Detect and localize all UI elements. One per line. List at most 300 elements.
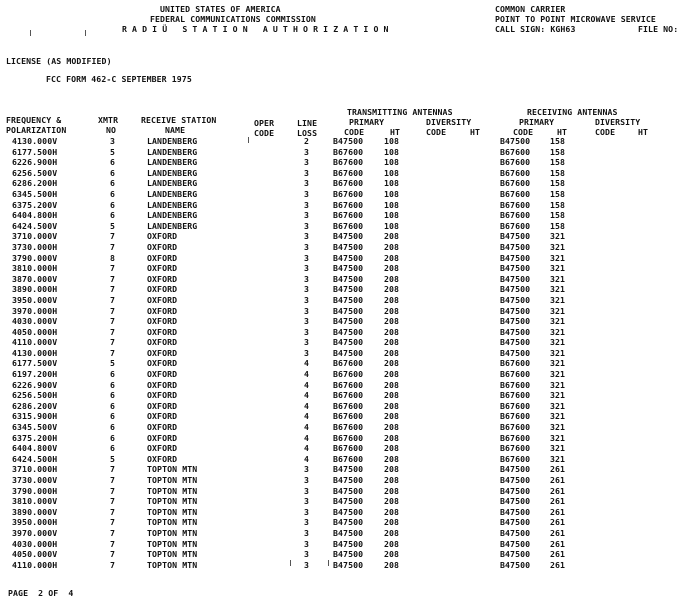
rx-primary-ht-cell: 158 bbox=[550, 188, 566, 199]
table-row bbox=[0, 157, 695, 168]
receive-station-cell: OXFORD bbox=[147, 305, 178, 316]
table-row bbox=[0, 221, 695, 232]
table-row bbox=[0, 358, 695, 369]
frequency-cell: 6375.200H bbox=[12, 432, 58, 443]
table-row bbox=[0, 539, 695, 550]
print-mark bbox=[85, 30, 86, 36]
line-loss-cell: 4 bbox=[304, 379, 310, 390]
rx-primary-code-cell: B67600 bbox=[500, 400, 531, 411]
frequency-cell: 3710.000V bbox=[12, 231, 58, 242]
line-loss-cell: 3 bbox=[304, 538, 310, 549]
line-loss-cell: 4 bbox=[304, 453, 310, 464]
receive-station-cell: TOPTON MTN bbox=[147, 485, 198, 496]
rx-primary-code-cell: B47500 bbox=[500, 527, 531, 538]
xmtr-no-cell: 5 bbox=[110, 453, 116, 464]
tx-primary-ht-cell: 208 bbox=[384, 538, 400, 549]
xmtr-no-cell: 7 bbox=[110, 496, 116, 507]
receive-station-cell: TOPTON MTN bbox=[147, 475, 198, 485]
col-header-rx-code: CODE bbox=[513, 127, 534, 137]
rx-primary-code-cell: B47500 bbox=[500, 273, 531, 284]
tx-primary-code-cell: B47500 bbox=[333, 347, 364, 358]
frequency-cell: 6345.500H bbox=[12, 188, 58, 199]
rx-primary-ht-cell: 321 bbox=[550, 422, 566, 433]
rx-primary-ht-cell: 321 bbox=[550, 252, 566, 263]
rx-primary-ht-cell: 158 bbox=[550, 146, 566, 157]
xmtr-no-cell: 5 bbox=[110, 220, 116, 231]
receive-station-cell: LANDENBERG bbox=[147, 146, 198, 157]
rx-primary-ht-cell: 321 bbox=[550, 369, 566, 380]
tx-primary-ht-cell: 208 bbox=[384, 400, 400, 411]
tx-primary-ht-cell: 208 bbox=[384, 379, 400, 390]
receive-station-cell: OXFORD bbox=[147, 263, 178, 274]
frequency-cell: 6256.500V bbox=[12, 167, 58, 178]
frequency-cell: 4110.000V bbox=[12, 337, 58, 348]
tx-primary-code-cell: B47500 bbox=[333, 284, 364, 295]
tx-primary-code-cell: B67600 bbox=[333, 220, 364, 231]
table-row bbox=[0, 507, 695, 518]
tx-primary-code-cell: B67600 bbox=[333, 358, 364, 369]
xmtr-no-cell: 6 bbox=[110, 390, 116, 401]
table-row bbox=[0, 454, 695, 465]
receive-station-cell: TOPTON MTN bbox=[147, 549, 198, 560]
frequency-cell: 6404.800V bbox=[12, 443, 58, 454]
line-loss-cell: 3 bbox=[304, 527, 310, 538]
rx-primary-ht-cell: 321 bbox=[550, 316, 566, 327]
tx-primary-code-cell: B67600 bbox=[333, 210, 364, 221]
frequency-cell: 6286.200V bbox=[12, 400, 58, 411]
header-service-type: COMMON CARRIER bbox=[495, 4, 566, 14]
rx-primary-ht-cell: 158 bbox=[550, 167, 566, 178]
rx-primary-ht-cell: 158 bbox=[550, 178, 566, 189]
frequency-cell: 6424.500V bbox=[12, 220, 58, 231]
receive-station-cell: OXFORD bbox=[147, 273, 178, 284]
tx-primary-code-cell: B67600 bbox=[333, 443, 364, 454]
line-loss-cell: 3 bbox=[304, 273, 310, 284]
rx-primary-ht-cell: 321 bbox=[550, 400, 566, 411]
receive-station-cell: LANDENBERG bbox=[147, 188, 198, 199]
frequency-cell: 3890.000V bbox=[12, 506, 58, 517]
tx-primary-ht-cell: 108 bbox=[384, 188, 400, 199]
frequency-cell: 3970.000V bbox=[12, 527, 58, 538]
line-loss-cell: 3 bbox=[304, 316, 310, 327]
line-loss-cell: 3 bbox=[304, 294, 310, 305]
line-loss-cell: 4 bbox=[304, 358, 310, 369]
rx-primary-code-cell: B67600 bbox=[500, 146, 531, 157]
receive-station-cell: TOPTON MTN bbox=[147, 506, 198, 517]
xmtr-no-cell: 7 bbox=[110, 559, 116, 570]
line-loss-cell: 3 bbox=[304, 146, 310, 157]
rx-primary-ht-cell: 321 bbox=[550, 294, 566, 305]
frequency-cell: 4110.000H bbox=[12, 559, 58, 570]
tx-primary-ht-cell: 108 bbox=[384, 146, 400, 157]
tx-primary-code-cell: B67600 bbox=[333, 411, 364, 422]
tx-primary-ht-cell: 208 bbox=[384, 464, 400, 475]
table-row bbox=[0, 464, 695, 475]
tx-primary-ht-cell: 208 bbox=[384, 443, 400, 454]
rx-primary-code-cell: B67600 bbox=[500, 422, 531, 433]
tx-primary-ht-cell: 208 bbox=[384, 263, 400, 274]
xmtr-no-cell: 7 bbox=[110, 549, 116, 560]
table-row bbox=[0, 549, 695, 560]
frequency-cell: 6256.500H bbox=[12, 390, 58, 401]
tx-primary-ht-cell: 108 bbox=[384, 157, 400, 168]
tx-primary-code-cell: B47500 bbox=[333, 326, 364, 337]
rx-primary-ht-cell: 158 bbox=[550, 210, 566, 221]
rx-primary-code-cell: B47500 bbox=[500, 549, 531, 560]
frequency-cell: 4130.000V bbox=[12, 136, 58, 146]
rx-primary-ht-cell: 321 bbox=[550, 241, 566, 252]
line-loss-cell: 3 bbox=[304, 178, 310, 189]
receive-station-cell: TOPTON MTN bbox=[147, 464, 198, 475]
tx-primary-code-cell: B67600 bbox=[333, 369, 364, 380]
frequency-cell: 3810.000V bbox=[12, 496, 58, 507]
receive-station-cell: OXFORD bbox=[147, 453, 178, 464]
rx-primary-code-cell: B67600 bbox=[500, 379, 531, 390]
rx-primary-code-cell: B67600 bbox=[500, 432, 531, 443]
line-loss-cell: 4 bbox=[304, 432, 310, 443]
frequency-cell: 3790.000H bbox=[12, 485, 58, 496]
frequency-cell: 6197.200H bbox=[12, 369, 58, 380]
frequency-cell: 4130.000H bbox=[12, 347, 58, 358]
rx-primary-ht-cell: 321 bbox=[550, 443, 566, 454]
frequency-cell: 4030.000H bbox=[12, 538, 58, 549]
tx-primary-ht-cell: 108 bbox=[384, 136, 400, 146]
xmtr-no-cell: 7 bbox=[110, 475, 116, 485]
receive-station-cell: OXFORD bbox=[147, 358, 178, 369]
tx-primary-ht-cell: 208 bbox=[384, 294, 400, 305]
receive-station-cell: OXFORD bbox=[147, 294, 178, 305]
rx-primary-ht-cell: 261 bbox=[550, 506, 566, 517]
xmtr-no-cell: 6 bbox=[110, 379, 116, 390]
receive-station-cell: TOPTON MTN bbox=[147, 538, 198, 549]
line-loss-cell: 4 bbox=[304, 422, 310, 433]
tx-primary-code-cell: B47500 bbox=[333, 517, 364, 528]
rx-primary-code-cell: B47500 bbox=[500, 136, 531, 146]
tx-primary-ht-cell: 208 bbox=[384, 506, 400, 517]
rx-primary-ht-cell: 261 bbox=[550, 527, 566, 538]
tx-primary-ht-cell: 208 bbox=[384, 496, 400, 507]
xmtr-no-cell: 7 bbox=[110, 326, 116, 337]
frequency-cell: 3710.000H bbox=[12, 464, 58, 475]
rx-primary-code-cell: B47500 bbox=[500, 347, 531, 358]
table-row bbox=[0, 147, 695, 158]
table-row bbox=[0, 189, 695, 200]
col-header-line-loss: LOSS bbox=[297, 128, 318, 138]
table-row bbox=[0, 348, 695, 359]
tx-primary-code-cell: B67600 bbox=[333, 400, 364, 411]
tx-primary-code-cell: B47500 bbox=[333, 231, 364, 242]
table-row bbox=[0, 200, 695, 211]
table-row bbox=[0, 369, 695, 380]
receive-station-cell: LANDENBERG bbox=[147, 199, 198, 210]
line-loss-cell: 3 bbox=[304, 220, 310, 231]
tx-primary-code-cell: B47500 bbox=[333, 337, 364, 348]
line-loss-cell: 3 bbox=[304, 475, 310, 485]
tx-primary-code-cell: B67600 bbox=[333, 422, 364, 433]
xmtr-no-cell: 5 bbox=[110, 146, 116, 157]
table-row bbox=[0, 390, 695, 401]
frequency-cell: 3730.000H bbox=[12, 241, 58, 252]
rx-primary-code-cell: B67600 bbox=[500, 453, 531, 464]
rx-primary-code-cell: B67600 bbox=[500, 178, 531, 189]
rx-primary-ht-cell: 321 bbox=[550, 305, 566, 316]
col-header-rx-diversity: DIVERSITY bbox=[595, 117, 641, 127]
rx-primary-code-cell: B47500 bbox=[500, 475, 531, 485]
receive-station-cell: LANDENBERG bbox=[147, 178, 198, 189]
col-header-receive-station: RECEIVE STATION bbox=[141, 115, 217, 125]
table-row bbox=[0, 475, 695, 486]
frequency-cell: 6226.900H bbox=[12, 157, 58, 168]
line-loss-cell: 4 bbox=[304, 400, 310, 411]
tx-primary-ht-cell: 208 bbox=[384, 411, 400, 422]
col-header-tx-diversity: DIVERSITY bbox=[426, 117, 472, 127]
table-row bbox=[0, 496, 695, 507]
table-row bbox=[0, 486, 695, 497]
frequency-cell: 6424.500H bbox=[12, 453, 58, 464]
rx-primary-code-cell: B47500 bbox=[500, 506, 531, 517]
table-row bbox=[0, 263, 695, 274]
frequency-cell: 3870.000V bbox=[12, 273, 58, 284]
frequency-cell: 3790.000V bbox=[12, 252, 58, 263]
xmtr-no-cell: 7 bbox=[110, 337, 116, 348]
col-header-line: LINE bbox=[297, 118, 318, 128]
rx-primary-code-cell: B67600 bbox=[500, 390, 531, 401]
rx-primary-code-cell: B47500 bbox=[500, 337, 531, 348]
tx-primary-code-cell: B67600 bbox=[333, 167, 364, 178]
line-loss-cell: 2 bbox=[304, 136, 310, 146]
rx-primary-ht-cell: 321 bbox=[550, 337, 566, 348]
xmtr-no-cell: 6 bbox=[110, 400, 116, 411]
rx-primary-code-cell: B47500 bbox=[500, 252, 531, 263]
page-number: PAGE 2 OF 4 bbox=[8, 588, 74, 598]
line-loss-cell: 3 bbox=[304, 263, 310, 274]
header-agency-line1: UNITED STATES OF AMERICA bbox=[160, 4, 281, 14]
tx-primary-code-cell: B67600 bbox=[333, 157, 364, 168]
rx-primary-code-cell: B67600 bbox=[500, 369, 531, 380]
col-header-rx-ht: HT bbox=[557, 127, 568, 137]
xmtr-no-cell: 7 bbox=[110, 506, 116, 517]
rx-primary-ht-cell: 321 bbox=[550, 284, 566, 295]
receive-station-cell: OXFORD bbox=[147, 316, 178, 327]
receive-station-cell: OXFORD bbox=[147, 390, 178, 401]
xmtr-no-cell: 3 bbox=[110, 136, 116, 146]
table-row bbox=[0, 284, 695, 295]
xmtr-no-cell: 7 bbox=[110, 347, 116, 358]
tx-primary-code-cell: B47500 bbox=[333, 241, 364, 252]
rx-primary-code-cell: B47500 bbox=[500, 294, 531, 305]
tx-primary-code-cell: B67600 bbox=[333, 379, 364, 390]
rx-primary-ht-cell: 261 bbox=[550, 475, 566, 485]
line-loss-cell: 3 bbox=[304, 284, 310, 295]
header-call-sign: CALL SIGN: KGH63 bbox=[495, 24, 576, 34]
rx-primary-ht-cell: 158 bbox=[550, 220, 566, 231]
tx-primary-ht-cell: 208 bbox=[384, 559, 400, 570]
line-loss-cell: 4 bbox=[304, 390, 310, 401]
receive-station-cell: OXFORD bbox=[147, 231, 178, 242]
tx-primary-code-cell: B47500 bbox=[333, 294, 364, 305]
rx-primary-ht-cell: 321 bbox=[550, 379, 566, 390]
receive-station-cell: OXFORD bbox=[147, 400, 178, 411]
rx-primary-code-cell: B67600 bbox=[500, 167, 531, 178]
xmtr-no-cell: 7 bbox=[110, 231, 116, 242]
rx-primary-ht-cell: 261 bbox=[550, 549, 566, 560]
table-row bbox=[0, 242, 695, 253]
header-agency-line2: FEDERAL COMMUNICATIONS COMMISSION bbox=[150, 14, 316, 24]
frequency-cell: 6315.900H bbox=[12, 411, 58, 422]
table-row bbox=[0, 316, 695, 327]
receive-station-cell: TOPTON MTN bbox=[147, 517, 198, 528]
tx-primary-ht-cell: 108 bbox=[384, 199, 400, 210]
rx-primary-code-cell: B47500 bbox=[500, 496, 531, 507]
line-loss-cell: 4 bbox=[304, 443, 310, 454]
receive-station-cell: OXFORD bbox=[147, 241, 178, 252]
table-row bbox=[0, 306, 695, 317]
col-header-receiving-antennas: RECEIVING ANTENNAS bbox=[527, 107, 618, 117]
line-loss-cell: 3 bbox=[304, 326, 310, 337]
tx-primary-code-cell: B47500 bbox=[333, 263, 364, 274]
tx-primary-ht-cell: 108 bbox=[384, 220, 400, 231]
receive-station-cell: TOPTON MTN bbox=[147, 496, 198, 507]
rx-primary-code-cell: B47500 bbox=[500, 464, 531, 475]
tx-primary-ht-cell: 208 bbox=[384, 358, 400, 369]
line-loss-cell: 3 bbox=[304, 517, 310, 528]
tx-primary-code-cell: B47500 bbox=[333, 559, 364, 570]
tx-primary-code-cell: B67600 bbox=[333, 146, 364, 157]
col-header-oper-code: CODE bbox=[254, 128, 275, 138]
line-loss-cell: 3 bbox=[304, 199, 310, 210]
tx-primary-ht-cell: 208 bbox=[384, 305, 400, 316]
col-header-oper: OPER bbox=[254, 118, 275, 128]
tx-primary-ht-cell: 208 bbox=[384, 527, 400, 538]
line-loss-cell: 3 bbox=[304, 464, 310, 475]
tx-primary-code-cell: B47500 bbox=[333, 475, 364, 485]
line-loss-cell: 3 bbox=[304, 210, 310, 221]
xmtr-no-cell: 6 bbox=[110, 188, 116, 199]
rx-primary-code-cell: B47500 bbox=[500, 241, 531, 252]
xmtr-no-cell: 6 bbox=[110, 411, 116, 422]
xmtr-no-cell: 6 bbox=[110, 369, 116, 380]
table-row bbox=[0, 411, 695, 422]
xmtr-no-cell: 7 bbox=[110, 263, 116, 274]
header-document-title: R A D I Ü S T A T I O N A U T H O R I Z A T I O N bbox=[122, 24, 389, 34]
frequency-cell: 6177.500V bbox=[12, 358, 58, 369]
table-row bbox=[0, 210, 695, 221]
tx-primary-ht-cell: 208 bbox=[384, 231, 400, 242]
tx-primary-code-cell: B47500 bbox=[333, 316, 364, 327]
rx-primary-ht-cell: 321 bbox=[550, 347, 566, 358]
frequency-cell: 3970.000H bbox=[12, 305, 58, 316]
tx-primary-ht-cell: 108 bbox=[384, 178, 400, 189]
table-row bbox=[0, 422, 695, 433]
print-mark bbox=[290, 560, 291, 566]
authorization-table-body bbox=[0, 136, 695, 570]
tx-primary-ht-cell: 208 bbox=[384, 432, 400, 443]
rx-primary-ht-cell: 321 bbox=[550, 273, 566, 284]
rx-primary-code-cell: B67600 bbox=[500, 188, 531, 199]
tx-primary-ht-cell: 208 bbox=[384, 475, 400, 485]
rx-primary-ht-cell: 321 bbox=[550, 390, 566, 401]
rx-primary-ht-cell: 261 bbox=[550, 517, 566, 528]
xmtr-no-cell: 7 bbox=[110, 241, 116, 252]
tx-primary-ht-cell: 208 bbox=[384, 337, 400, 348]
table-row bbox=[0, 401, 695, 412]
xmtr-no-cell: 7 bbox=[110, 305, 116, 316]
frequency-cell: 6345.500V bbox=[12, 422, 58, 433]
rx-primary-code-cell: B47500 bbox=[500, 316, 531, 327]
tx-primary-ht-cell: 208 bbox=[384, 517, 400, 528]
rx-primary-code-cell: B67600 bbox=[500, 157, 531, 168]
tx-primary-code-cell: B47500 bbox=[333, 496, 364, 507]
line-loss-cell: 4 bbox=[304, 369, 310, 380]
col-header-tx-div-ht: HT bbox=[470, 127, 481, 137]
rx-primary-code-cell: B67600 bbox=[500, 443, 531, 454]
frequency-cell: 3890.000H bbox=[12, 284, 58, 295]
rx-primary-ht-cell: 158 bbox=[550, 157, 566, 168]
tx-primary-code-cell: B67600 bbox=[333, 199, 364, 210]
line-loss-cell: 3 bbox=[304, 506, 310, 517]
rx-primary-code-cell: B47500 bbox=[500, 326, 531, 337]
tx-primary-code-cell: B47500 bbox=[333, 273, 364, 284]
tx-primary-code-cell: B47500 bbox=[333, 485, 364, 496]
rx-primary-ht-cell: 321 bbox=[550, 453, 566, 464]
col-header-xmtr-no: NO bbox=[106, 125, 117, 135]
col-header-tx-code: CODE bbox=[344, 127, 365, 137]
receive-station-cell: OXFORD bbox=[147, 284, 178, 295]
tx-primary-ht-cell: 208 bbox=[384, 422, 400, 433]
xmtr-no-cell: 7 bbox=[110, 294, 116, 305]
rx-primary-code-cell: B67600 bbox=[500, 210, 531, 221]
rx-primary-code-cell: B47500 bbox=[500, 559, 531, 570]
receive-station-cell: OXFORD bbox=[147, 432, 178, 443]
receive-station-cell: OXFORD bbox=[147, 252, 178, 263]
rx-primary-code-cell: B47500 bbox=[500, 231, 531, 242]
frequency-cell: 6375.200V bbox=[12, 199, 58, 210]
rx-primary-ht-cell: 261 bbox=[550, 559, 566, 570]
rx-primary-code-cell: B67600 bbox=[500, 220, 531, 231]
xmtr-no-cell: 6 bbox=[110, 178, 116, 189]
receive-station-cell: LANDENBERG bbox=[147, 136, 198, 146]
frequency-cell: 4050.000V bbox=[12, 549, 58, 560]
line-loss-cell: 3 bbox=[304, 157, 310, 168]
line-loss-cell: 3 bbox=[304, 188, 310, 199]
tx-primary-code-cell: B47500 bbox=[333, 506, 364, 517]
receive-station-cell: OXFORD bbox=[147, 326, 178, 337]
table-row bbox=[0, 168, 695, 179]
xmtr-no-cell: 7 bbox=[110, 284, 116, 295]
frequency-cell: 6286.200H bbox=[12, 178, 58, 189]
xmtr-no-cell: 6 bbox=[110, 167, 116, 178]
rx-primary-code-cell: B67600 bbox=[500, 411, 531, 422]
form-label: FCC FORM 462-C SEPTEMBER 1975 bbox=[46, 74, 192, 84]
tx-primary-code-cell: B47500 bbox=[333, 305, 364, 316]
rx-primary-ht-cell: 158 bbox=[550, 136, 566, 146]
rx-primary-ht-cell: 158 bbox=[550, 199, 566, 210]
receive-station-cell: LANDENBERG bbox=[147, 167, 198, 178]
tx-primary-ht-cell: 108 bbox=[384, 210, 400, 221]
tx-primary-ht-cell: 208 bbox=[384, 241, 400, 252]
tx-primary-code-cell: B67600 bbox=[333, 178, 364, 189]
table-row bbox=[0, 337, 695, 348]
license-label: LICENSE (AS MODIFIED) bbox=[6, 56, 112, 66]
tx-primary-code-cell: B67600 bbox=[333, 188, 364, 199]
tx-primary-code-cell: B67600 bbox=[333, 390, 364, 401]
col-header-frequency: FREQUENCY & bbox=[6, 115, 62, 125]
xmtr-no-cell: 7 bbox=[110, 517, 116, 528]
tx-primary-ht-cell: 208 bbox=[384, 326, 400, 337]
receive-station-cell: TOPTON MTN bbox=[147, 559, 198, 570]
receive-station-cell: OXFORD bbox=[147, 443, 178, 454]
rx-primary-code-cell: B67600 bbox=[500, 199, 531, 210]
